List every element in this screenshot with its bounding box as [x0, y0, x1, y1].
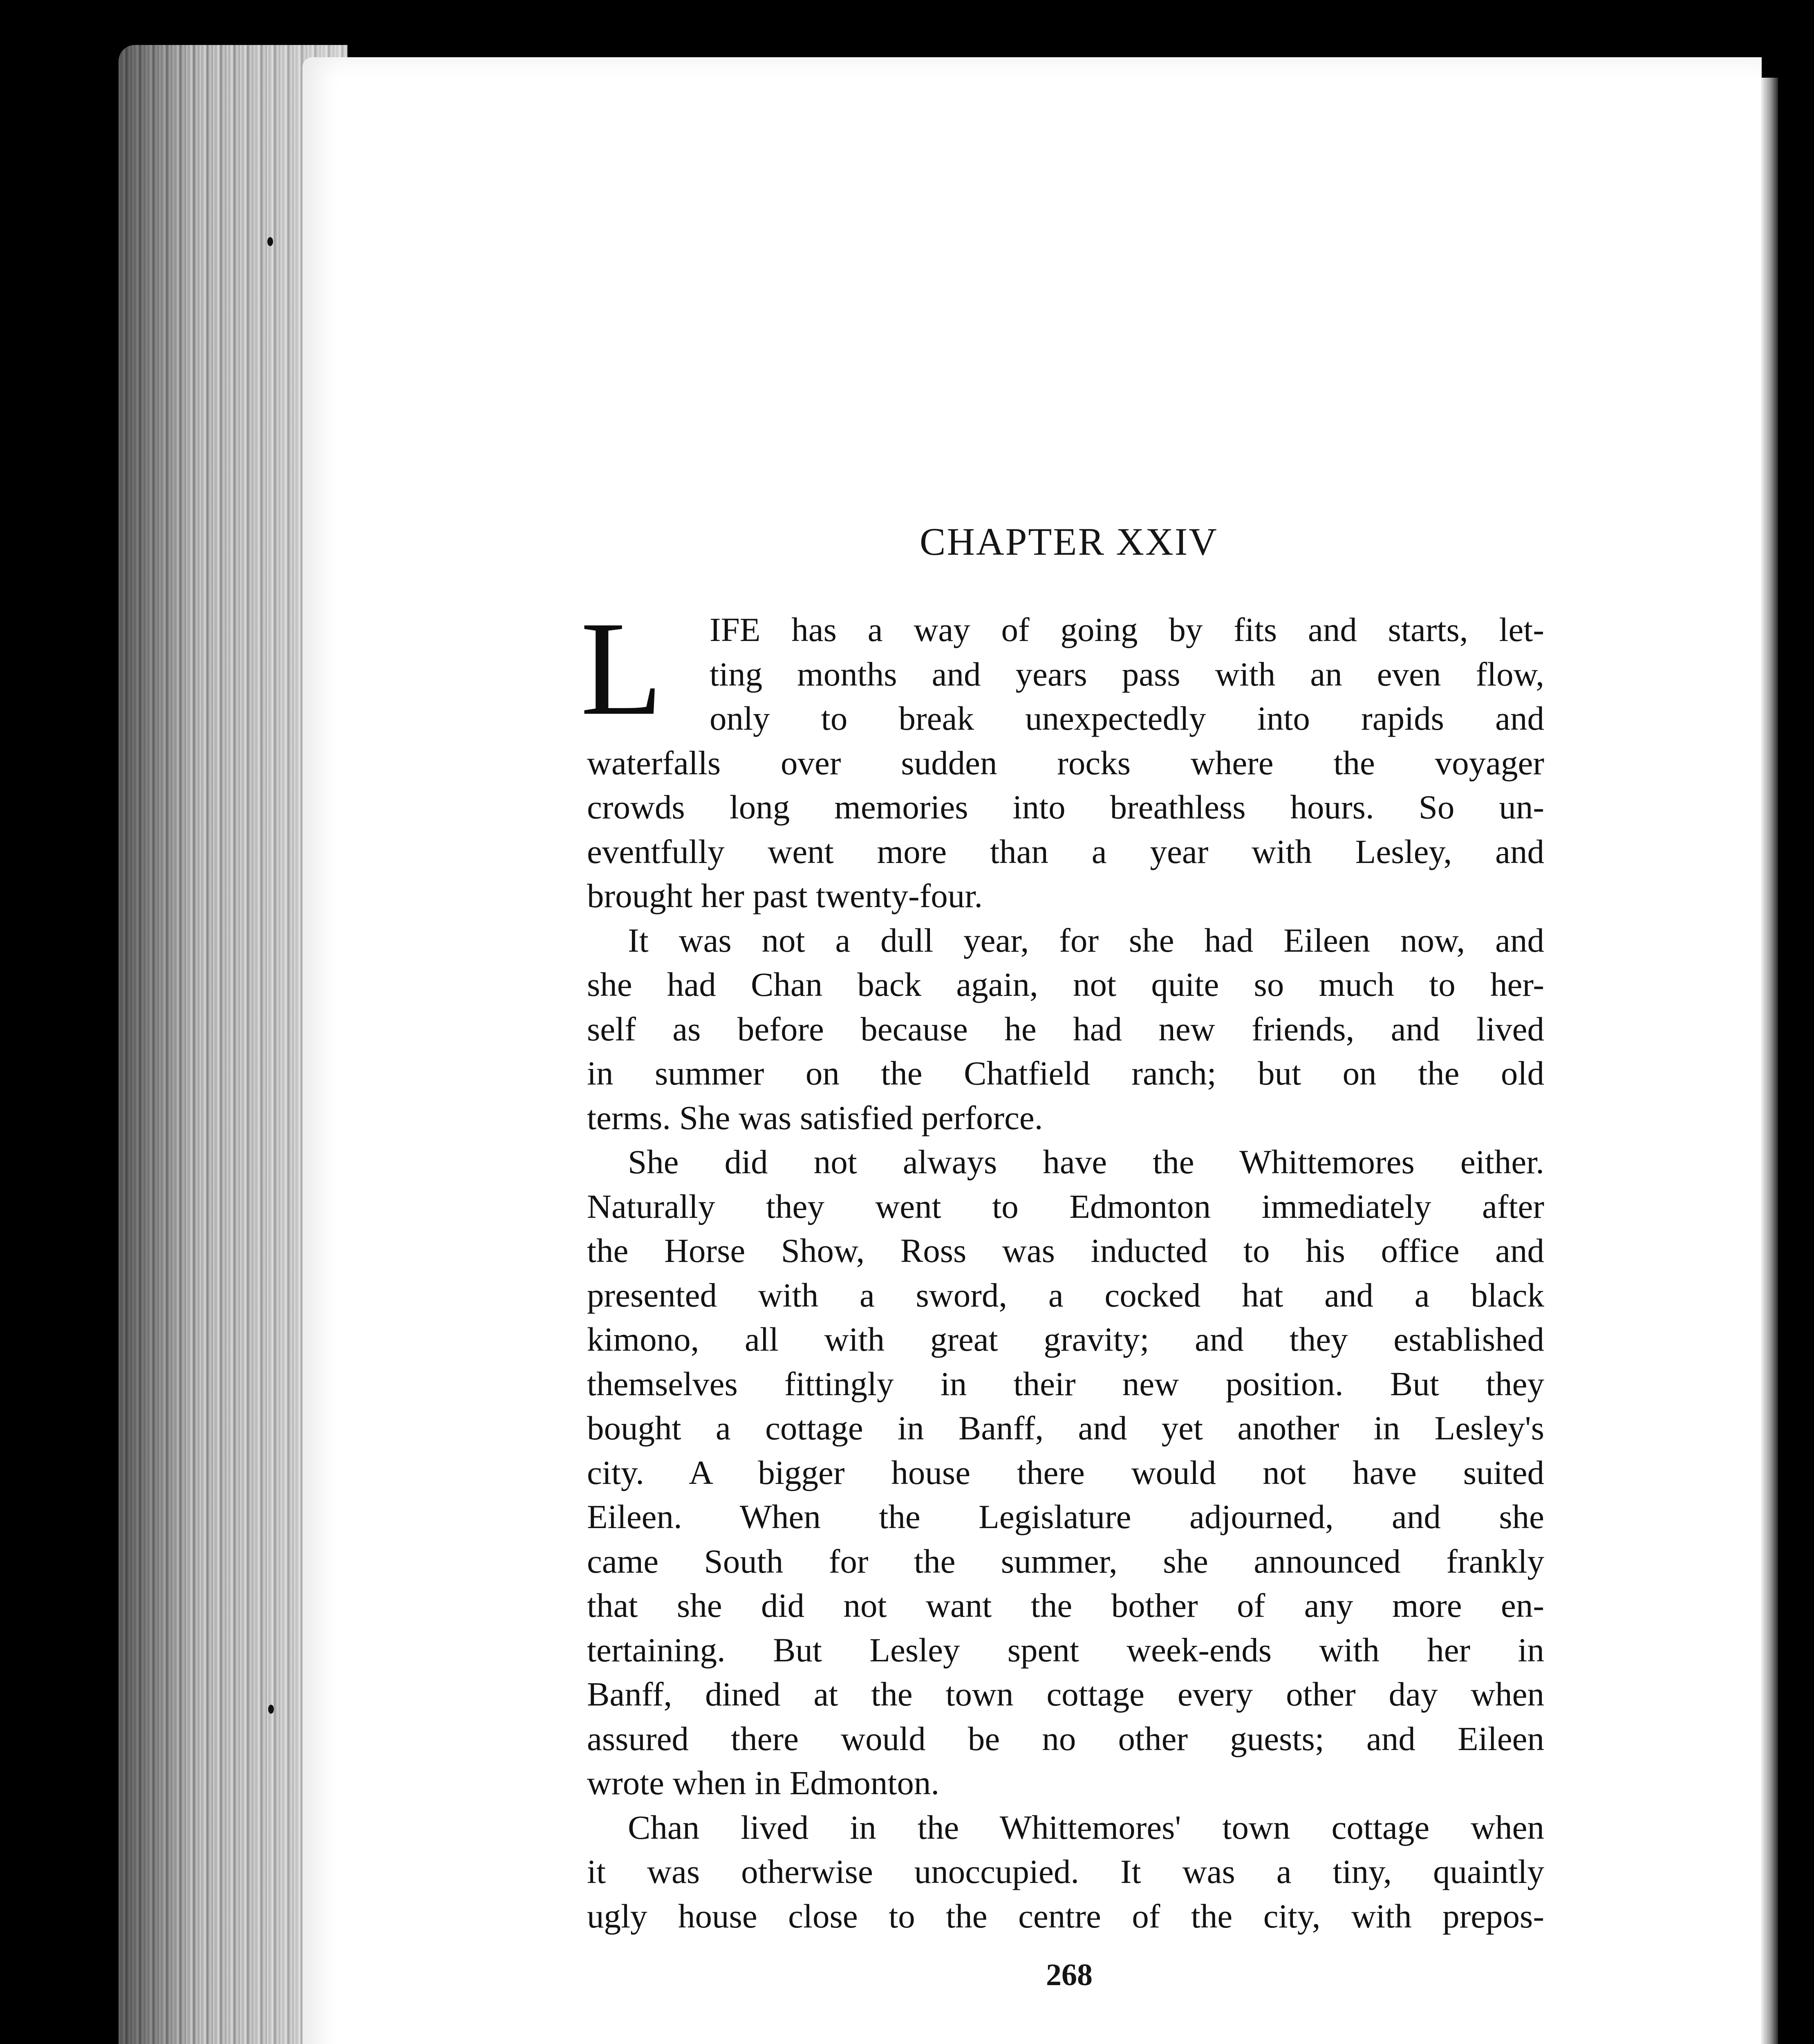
text-line: she had Chan back again, not quite so much to her-	[587, 966, 1544, 1003]
text-line: assured there would be no other guests; and Eileen	[587, 1719, 1544, 1757]
text-line: brought her past twenty-four.	[587, 877, 983, 914]
text-line: city. A bigger house there would not have suited	[587, 1453, 1544, 1491]
text-line: terms. She was satisfied perforce.	[587, 1098, 1043, 1136]
margin-mark	[267, 237, 273, 246]
text-line: ting months and years pass with an even flow,	[710, 655, 1544, 693]
drop-cap: L	[580, 594, 663, 743]
text-line: crowds long memories into breathless hours. So un-	[587, 788, 1544, 826]
text-line: eventfully went more than a year with Lesley, and	[587, 832, 1544, 870]
text-line: wrote when in Edmonton.	[587, 1764, 940, 1802]
text-line: it was otherwise unoccupied. It was a tiny, quaintly	[587, 1853, 1544, 1890]
chapter-title: CHAPTER XXIV	[919, 520, 1218, 563]
text-line: Naturally they went to Edmonton immediately after	[587, 1187, 1544, 1225]
text-line: that she did not want the bother of any more en-	[587, 1587, 1544, 1624]
text-line: She did not always have the Whittemores either.	[628, 1143, 1544, 1181]
text-line: waterfalls over sudden rocks where the voyager	[587, 744, 1544, 782]
page-number: 268	[1046, 1958, 1093, 1992]
body-text	[580, 594, 1544, 1938]
right-page-edge	[1761, 78, 1778, 2044]
text-line: Banff, dined at the town cottage every other day when	[587, 1675, 1544, 1713]
text-line: tertaining. But Lesley spent week-ends with her in	[587, 1631, 1544, 1669]
text-line: came South for the summer, she announced frankly	[587, 1542, 1544, 1580]
margin-mark	[268, 1705, 274, 1714]
text-line: self as before because he had new friends, and lived	[587, 1010, 1544, 1048]
text-line: bought a cottage in Banff, and yet another in Lesley's	[587, 1409, 1544, 1447]
text-line: It was not a dull year, for she had Eileen now, and	[628, 921, 1544, 959]
text-line: themselves fittingly in their new position. But they	[587, 1365, 1544, 1403]
text-line: IFE has a way of going by fits and starts, let-	[710, 611, 1544, 648]
text-line: ugly house close to the centre of the city, with prepos-	[587, 1897, 1544, 1935]
text-line: kimono, all with great gravity; and they established	[587, 1320, 1544, 1358]
text-line: in summer on the Chatfield ranch; but on the old	[587, 1054, 1544, 1092]
text-line: Eileen. When the Legislature adjourned, and she	[587, 1498, 1544, 1535]
text-line: the Horse Show, Ross was inducted to his office and	[587, 1232, 1544, 1269]
text-line: presented with a sword, a cocked hat and a black	[587, 1276, 1544, 1314]
text-line: only to break unexpectedly into rapids and	[710, 699, 1544, 737]
text-line: Chan lived in the Whittemores' town cottage when	[628, 1808, 1544, 1846]
